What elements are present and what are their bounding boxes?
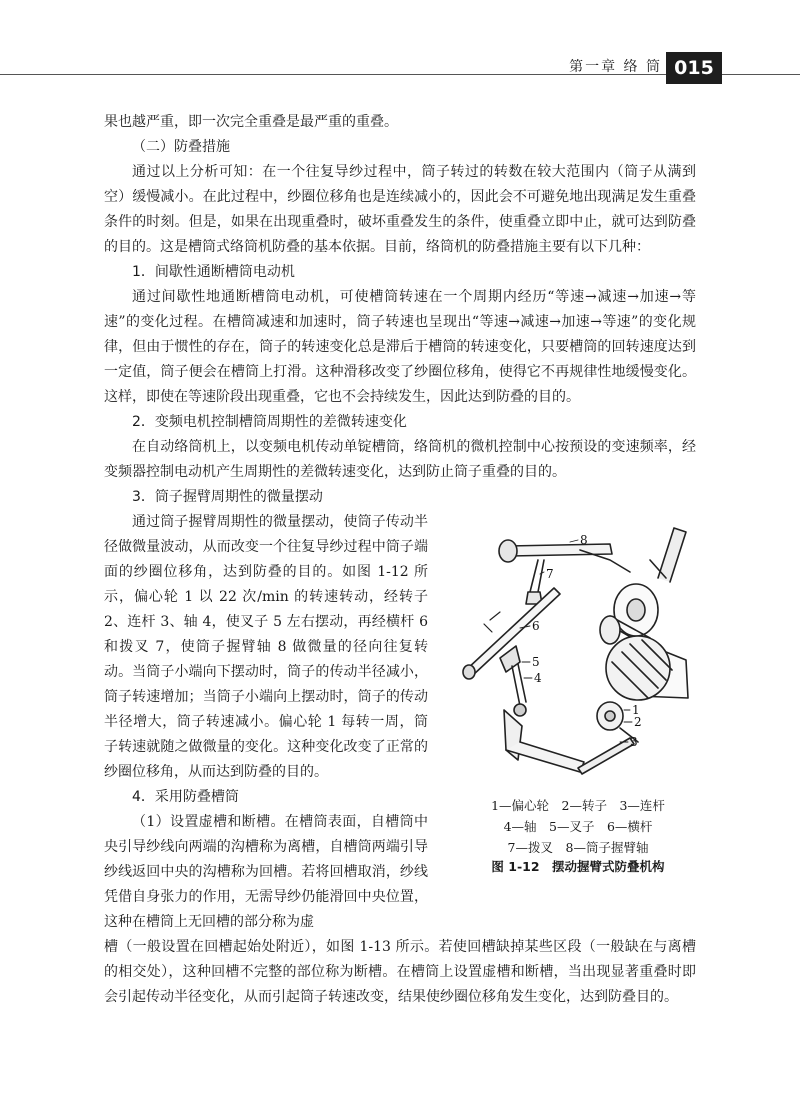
heading-1: 1．间歇性通断槽筒电动机 [132,264,295,280]
legend-line: 1—偏心轮 2—转子 3—连杆 [491,798,665,813]
section-title: （二）防叠措施 [132,139,230,155]
figure-label-6: 6 [532,619,540,633]
heading-3: 3．筒子握臂周期性的微量摆动 [132,489,323,505]
figure-label-7: 7 [546,567,554,581]
running-header: 第一章 络 筒 [569,59,662,75]
paragraph-3: 通过筒子握臂周期性的微量摆动，使筒子传动半径做微量波动，从而改变一个往复导纱过程中筒子端面的纱圈位移角，达到防叠的目的。如图 1-12 所示，偏心轮 1 以 22 次/min 的转速转动，经转子 2、连杆 3、轴 4，使叉子 5 左右摆动，再经横杆 6 和拨叉 7，使筒子握臂轴 8 做微量的径向往复转动。当筒子小端向下摆动时，筒子的传动半径减小，筒子转速增加；当筒子小端向上摆动时，筒子的传动半径增大，筒子转速减小。偏心轮 1 每转一周，筒子转速就随之做微量的变化。这种变化改变了正常的纱圈位移角，从而达到防叠的目的。 [104,514,428,780]
paragraph-1: 通过间歇性地通断槽筒电动机，可使槽筒转速在一个周期内经历“等速→减速→加速→等速”的变化过程。在槽筒减速和加速时，筒子转速也呈现出“等速→减速→加速→等速”的变化规律，但由于惯性的存在，筒子的转速变化总是滞后于槽筒的转速变化，只要槽筒的回转速度达到一定值，筒子便会在槽筒上打滑。这种滑移改变了纱圈位移角，使得它不再规律性地缓慢变化。这样，即使在等速阶段出现重叠，它也不会持续发生，因此达到防叠的目的。 [104,289,696,405]
paragraph-4b: 槽（一般设置在回槽起始处附近），如图 1-13 所示。若使回槽缺掉某些区段（一般缺在与离槽的相交处），这种回槽不完整的部位称为断槽。在槽筒上设置虚槽和断槽，当出现显著重叠时即会引起传动半径变化，从而引起筒子转速改变，结果使纱圈位移角发生变化，达到防叠目的。 [104,939,696,1005]
figure-label-4: 4 [534,671,542,685]
figure-label-2: 2 [634,715,642,729]
paragraph-continued: 果也越严重，即一次完全重叠是最严重的重叠。 [104,114,398,130]
figure-label-8: 8 [580,533,588,547]
mechanism-figure [460,520,696,788]
page-number: 015 [666,52,722,84]
figure-label-5: 5 [532,655,540,669]
figure-caption: 图 1-12 摆动握臂式防叠机构 [491,859,665,874]
heading-2: 2．变频电机控制槽筒周期性的差微转速变化 [132,414,407,430]
legend-line: 7—拨叉 8—筒子握臂轴 [507,840,649,855]
figure-label-1: 1 [632,703,640,717]
paragraph-2: 在自动络筒机上，以变频电机传动单锭槽筒，络筒机的微机控制中心按预设的变速频率，经变频器控制电动机产生周期性的差微转速变化，达到防止筒子重叠的目的。 [104,439,696,480]
paragraph-4a: （1）设置虚槽和断槽。在槽筒表面，自槽筒中央引导纱线向两端的沟槽称为离槽，自槽筒两端引导纱线返回中央的沟槽称为回槽。若将回槽取消，纱线凭借自身张力的作用，无需导纱仍能滑回中央位置，这种在槽筒上无回槽的部分称为虚 [104,814,428,930]
paragraph-intro: 通过以上分析可知：在一个往复导纱过程中，筒子转过的转数在较大范围内（筒子从满到空）缓慢减小。在此过程中，纱圈位移角也是连续减小的，因此会不可避免地出现满足发生重叠条件的时刻。但是，如果在出现重叠时，破坏重叠发生的条件，使重叠立即中止，就可达到防叠的目的。这是槽筒式络筒机防叠的基本依据。目前，络筒机的防叠措施主要有以下几种： [104,164,696,255]
figure-label-3: 3 [630,735,638,749]
legend-line: 4—轴 5—叉子 6—横杆 [503,819,653,834]
heading-4: 4．采用防叠槽筒 [132,789,239,805]
figure-legend [466,795,690,858]
